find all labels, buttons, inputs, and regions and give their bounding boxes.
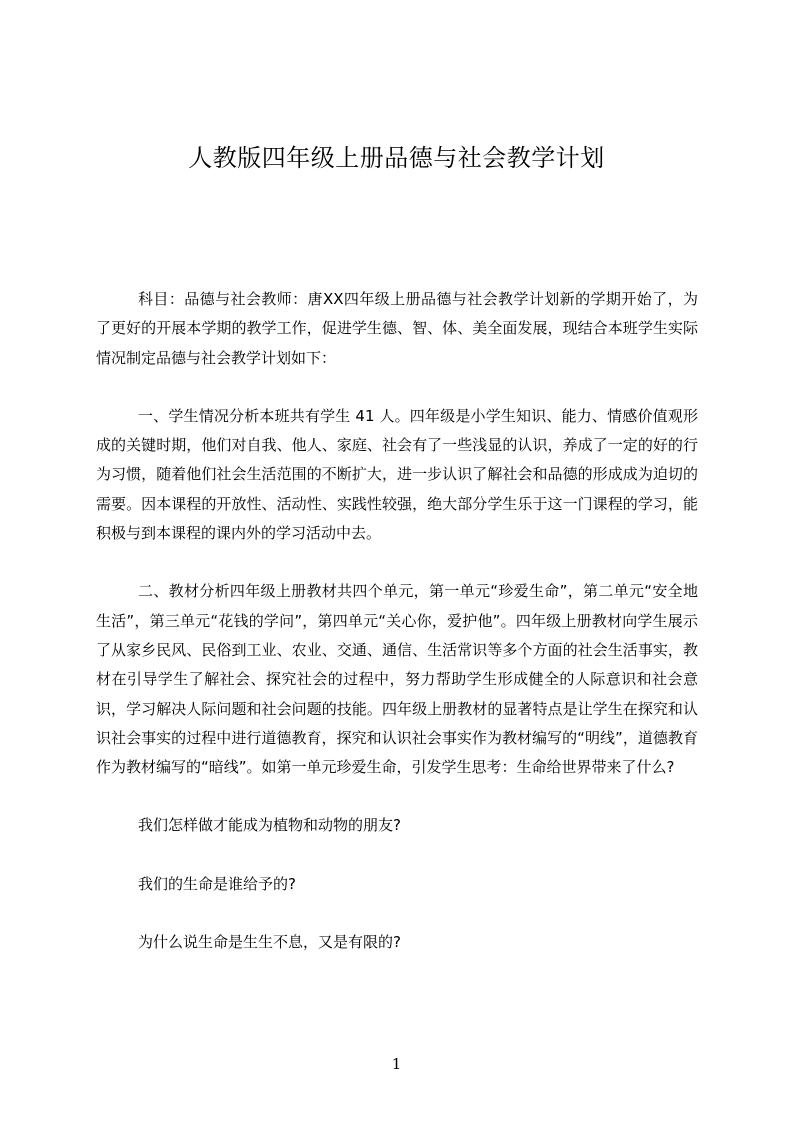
question-item: 我们怎样做才能成为植物和动物的朋友? — [138, 816, 401, 835]
question-item: 我们的生命是谁给予的? — [138, 874, 296, 893]
question-item: 为什么说生命是生生不息，又是有限的? — [138, 933, 401, 952]
paragraph-textbook-analysis: 二、教材分析四年级上册教材共四个单元，第一单元“珍爱生命”，第二单元“安全地生活”，第三单元“花钱的学问”，第四单元“关心你，爱护他”。四年级上册教材向学生展示了从家乡民风、民俗到工业、农业、交通、通信、生活常识等多个方面的社会生活事实，教材在引导学生了解社会、探究社会的过程中，努力帮助学生形成健全的人际意识和社会意识，学习解决人际问题和社会问题的技能。四年级上册教材的显著特点是让学生在探究和认识社会事实的过程中进行道德教育，探究和认识社会事实作为教材编写的“明线”，道德教育作为教材编写的“暗线”。如第一单元珍爱生命，引发学生思考：生命给世界带来了什么? — [96, 582, 698, 777]
page-number: 1 — [391, 1055, 402, 1073]
document-title: 人教版四年级上册品德与社会教学计划 — [188, 144, 605, 172]
paragraph-intro: 科目：品德与社会教师：唐XX四年级上册品德与社会教学计划新的学期开始了，为了更好的开展本学期的教学工作，促进学生德、智、体、美全面发展，现结合本班学生实际情况制定品德与社会教学计划如下： — [96, 290, 698, 367]
paragraph-student-analysis: 一、学生情况分析本班共有学生 41 人。四年级是小学生知识、能力、情感价值观形成的关键时期，他们对自我、他人、家庭、社会有了一些浅显的认识，养成了一定的好的行为习惯，随着他们社会生活范围的不断扩大，进一步认识了解社会和品德的形成成为迫切的需要。因本课程的开放性、活动性、实践性较强，绝大部分学生乐于这一门课程的学习，能积极与到本课程的课内外的学习活动中去。 — [96, 406, 698, 543]
document-body — [96, 285, 698, 957]
